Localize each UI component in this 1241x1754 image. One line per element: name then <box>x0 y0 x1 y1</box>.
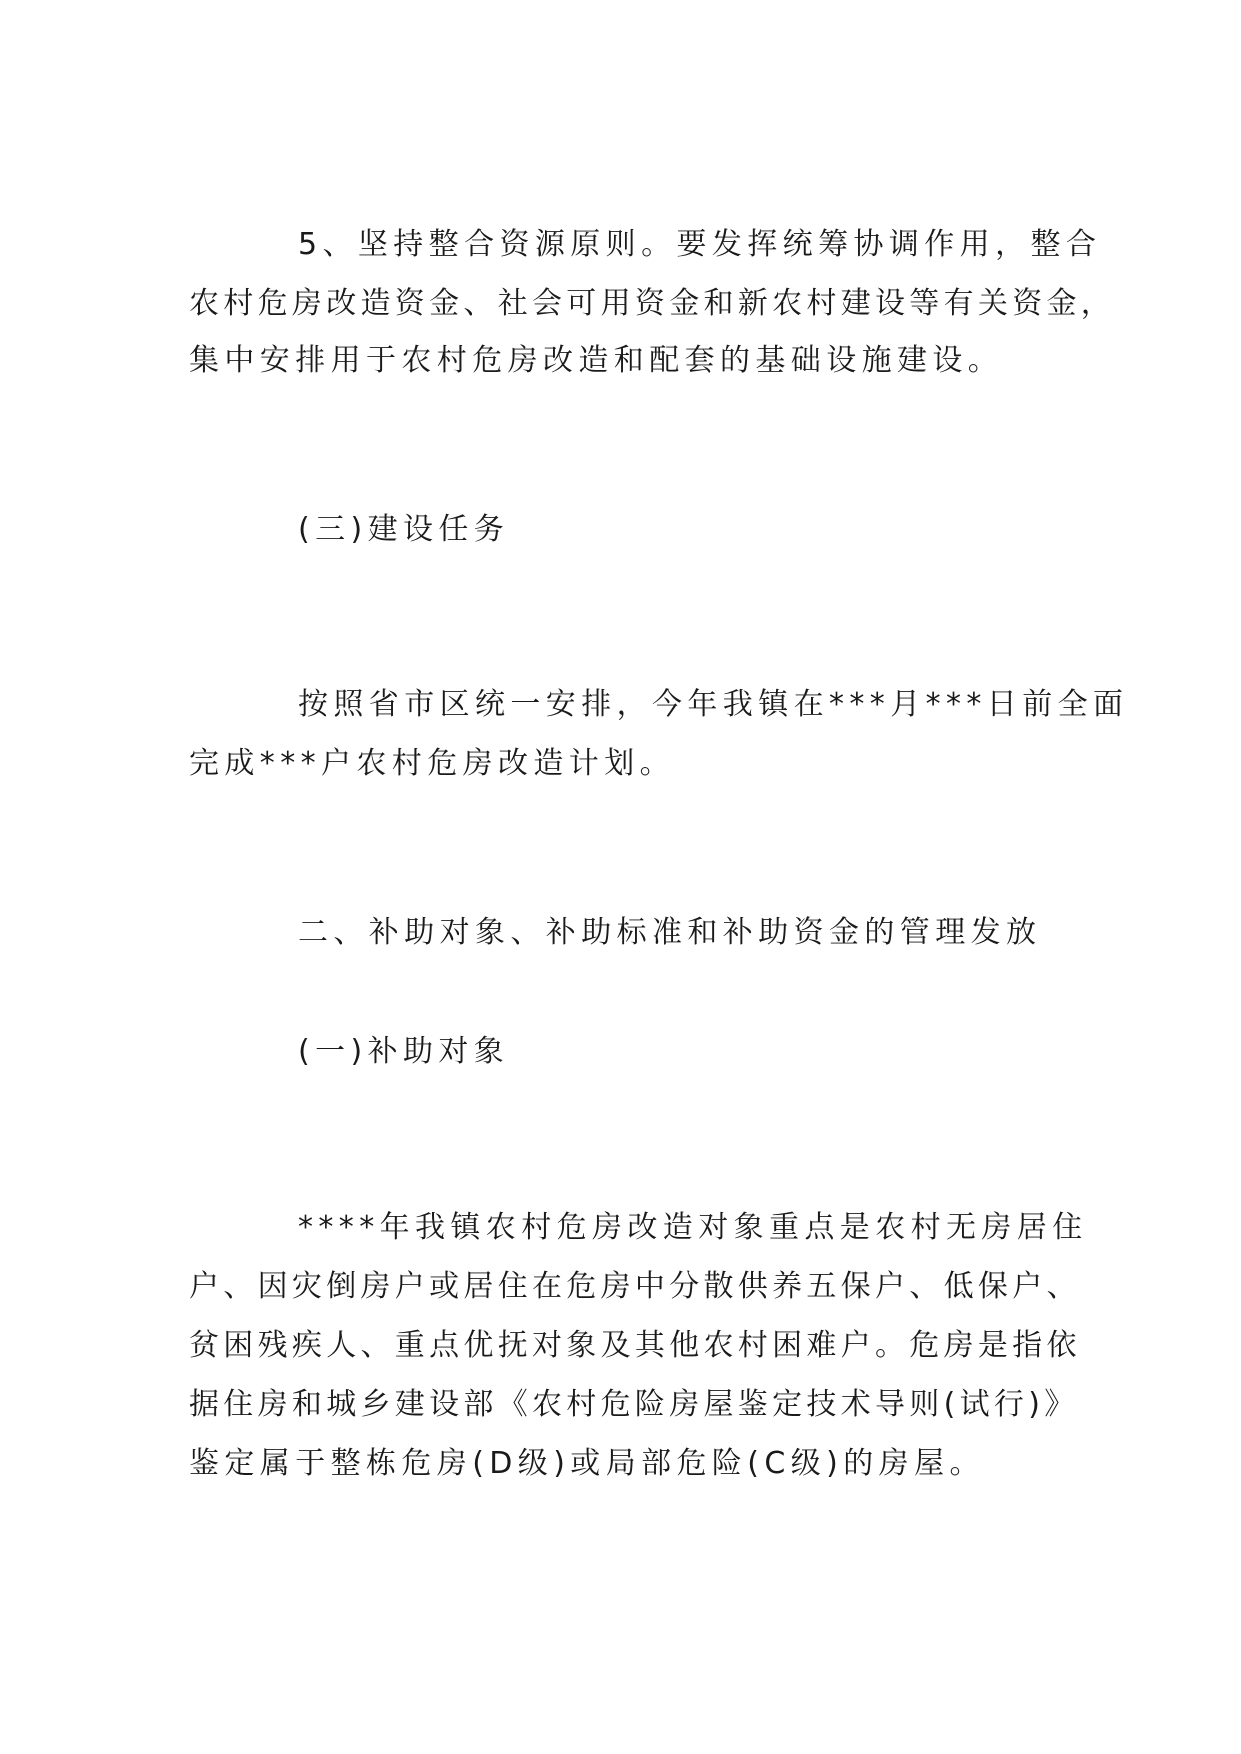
section-heading-subsidy-recipients: (一)补助对象 <box>298 1034 510 1069</box>
paragraph-line: 完成***户农村危房改造计划。 <box>189 746 675 781</box>
paragraph-line: 据住房和城乡建设部《农村危险房屋鉴定技术导则(试行)》 <box>189 1387 1079 1422</box>
paragraph-line: 集中安排用于农村危房改造和配套的基础设施建设。 <box>189 343 1004 378</box>
paragraph-line: 农村危房改造资金、社会可用资金和新农村建设等有关资金， <box>189 286 1116 321</box>
chapter-heading-subsidy: 二、补助对象、补助标准和补助资金的管理发放 <box>298 915 1042 950</box>
section-heading-construction-tasks: (三)建设任务 <box>298 512 510 547</box>
paragraph-line: 鉴定属于整栋危房(D级)或局部危险(C级)的房屋。 <box>189 1446 985 1481</box>
paragraph-line: 户、因灾倒房户或居住在危房中分散供养五保户、低保户、 <box>189 1269 1081 1304</box>
paragraph-line: 5、坚持整合资源原则。要发挥统筹协调作用，整合 <box>298 227 1102 262</box>
paragraph-line: ****年我镇农村危房改造对象重点是农村无房居住 <box>298 1210 1088 1245</box>
paragraph-line: 贫困残疾人、重点优抚对象及其他农村困难户。危房是指依 <box>189 1328 1081 1363</box>
paragraph-line: 按照省市区统一安排，今年我镇在***月***日前全面 <box>298 687 1129 722</box>
